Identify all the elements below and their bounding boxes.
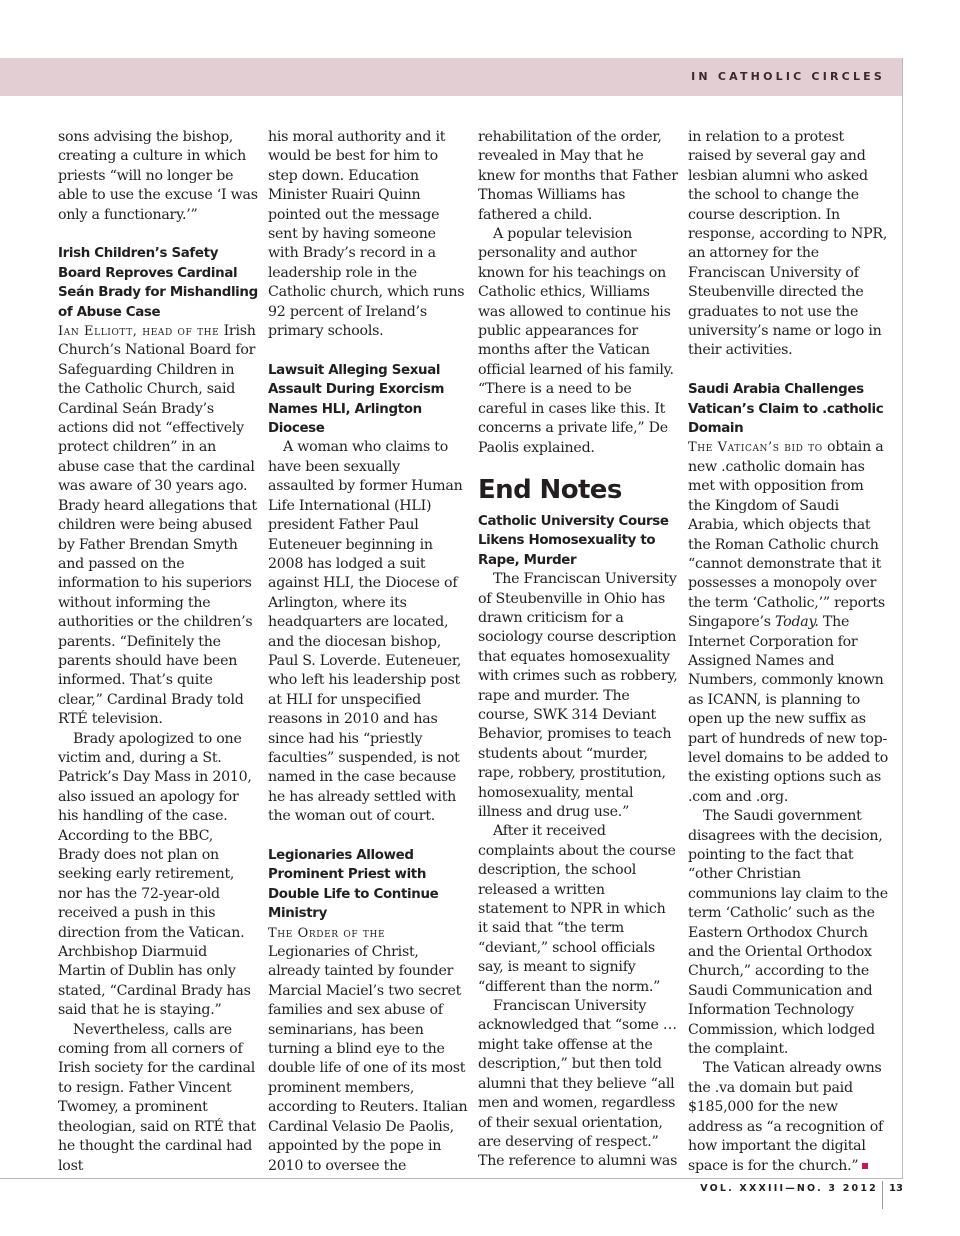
lead-in: The Vatican’s bid to [688,440,823,456]
lead-in: The Order of the [268,925,386,941]
page-frame-bottom-rule [0,1178,903,1179]
paragraph: A woman who claims to have been sexually assaulted by former Human Life International (HLI) president Father Paul Euteneuer beginning in 2008 has lodged a suit against HLI, the Diocese of Arlington, where its headquarters are located, and the diocesan bishop, Paul S. Loverde. Euteneuer, who left his leadership post at HLI for unspecified reasons in 2010 and has since had his “priestly faculties” suspended, is not named in the case because he has already settled with the woman out of court. [268,439,463,825]
lead-in: Ian Elliott, head of the [58,324,220,340]
paragraph: The Saudi government disagrees with the decision, pointing to the fact that “other Christian communions lay claim to the term ‘Catholic’ such as the Eastern Orthodox Church and the Oriental Orthodox Church,” according to the Saudi Communication and Information Technology Commission, which lodged the complaint. [688,808,888,1058]
paragraph: Ian Elliott, head of the Irish Church’s National Board for Safeguarding Children in the Catholic Church, said Cardinal Seán Brady’s actions did not “effectively protect children” in an abuse case that the cardinal was aware of 30 years ago. Brady heard allegations that children were being abused by Father Brendan Smyth and passed on the information to his superiors without informing the authorities or the children’s parents. “Definitely the parents should have been informed. That’s quite clear,” Cardinal Brady told RTÉ television. [58,323,257,728]
paragraph: The Order of the Legionaries of Christ, already tainted by founder Marcial Maciel’s two secret families and sex abuse of seminarians, has been turning a blind eye to the double life of one of its most prominent members, according to Reuters. Italian Cardinal Velasio De Paolis, appointed by the pope in 2010 to oversee the [268,925,468,1174]
footer-divider [882,1181,883,1209]
section-header-band [0,58,903,96]
paragraph: sons advising the bishop, creating a culture in which priests “will no longer be able to use the excuse ‘I was only a functionary.’” [58,129,258,223]
article-column-4 [688,128,888,1176]
section-label: IN CATHOLIC CIRCLES [691,70,885,83]
paragraph: The Franciscan University of Steubenville in Ohio has drawn criticism for a sociology course description that equates homosexuality with crimes such as robbery, rape and murder. The course, SWK 314 Deviant Behavior, promises to teach students about “murder, rape, robbery, prostitution, homosexuality, mental illness and drug use.” [478,571,678,820]
paragraph: his moral authority and it would be best for him to step down. Education Minister Ruairi Quinn pointed out the message sent by having someone with Brady’s record in a leadership role in the Catholic church, which runs 92 percent of Ireland’s primary schools. [268,129,465,340]
paragraph: Nevertheless, calls are coming from all corners of Irish society for the cardinal to resign. Father Vincent Twomey, a prominent theologian, said on RTÉ that he thought the cardinal had lost [58,1021,256,1174]
article-heading: Saudi Arabia Challenges Vatican’s Claim to .catholic Domain [688,382,884,437]
article-heading: Catholic University Course Likens Homosexuality to Rape, Murder [478,513,669,568]
paragraph: After it received complaints about the course description, the school released a written statement to NPR in which it said that “the term “deviant,” school officials say, is meant to signify “different than the norm.” [478,823,676,995]
publication-name: Today. [775,614,819,631]
article-heading: Irish Children’s Safety Board Reproves Cardinal Seán Brady for Mishandling of Abuse Case [58,246,258,320]
paragraph: rehabilitation of the order, revealed in May that he knew for months that Father Thomas Williams has fathered a child. [478,129,678,223]
page-frame-right-rule [902,58,903,1178]
paragraph: A popular television personality and author known for his teachings on Catholic ethics, Williams was allowed to continue his public appearances for months after the Vatican official learned of his family. “There is a need to be careful in cases like this. It concerns a private life,” De Paolis explained. [478,226,674,456]
paragraph: Brady apologized to one victim and, during a St. Patrick’s Day Mass in 2010, also issued an apology for his handling of the case. According to the BBC, Brady does not plan on seeking early retirement, nor has the 72-year-old received a push in this direction from the Vatican. Archbishop Diarmuid Martin of Dublin has only stated, “Cardinal Brady has said that he is staying.” [58,730,252,1019]
section-title: End Notes [478,474,622,505]
end-of-article-mark [862,1163,868,1169]
page-number: 13 [889,1183,903,1194]
paragraph: Franciscan University acknowledged that “some … might take offense at the description,” but then told alumni that they believe “all men and women, regardless of their sexual orientation, are deserving of respect.” The reference to alumni was [478,998,678,1170]
article-column-2 [268,128,468,1176]
paragraph: in relation to a protest raised by several gay and lesbian alumni who asked the school to change the course description. In response, according to NPR, an attorney for the Franciscan University of Steubenville directed the graduates to not use the university’s name or logo in their activities. [688,129,888,359]
article-heading: Legionaries Allowed Prominent Priest with Double Life to Continue Ministry [268,848,439,922]
article-column-1 [58,128,258,1176]
paragraph: The Vatican already owns the .va domain but paid $185,000 for the new address as “a recognition of how important the digital space is for the church.” [688,1060,883,1174]
paragraph: The Vatican’s bid to obtain a new .catholic domain has met with opposition from the Kingdom of Saudi Arabia, which objects that the Roman Catholic church “cannot demonstrate that it possesses a monopoly over the term ‘Catholic,’” reports Singapore’s Today. The Internet Corporation for Assigned Names and Numbers, commonly known as ICANN, is planning to open up the new suffix as part of hundreds of new top-level domains to be added to the existing options such as .com and .org. [688,439,888,805]
article-heading: Lawsuit Alleging Sexual Assault During Exorcism Names HLI, Arlington Diocese [268,362,445,437]
article-column-3 [478,128,678,1172]
issue-info: VOL. XXXIII—NO. 3 2012 [700,1183,878,1194]
